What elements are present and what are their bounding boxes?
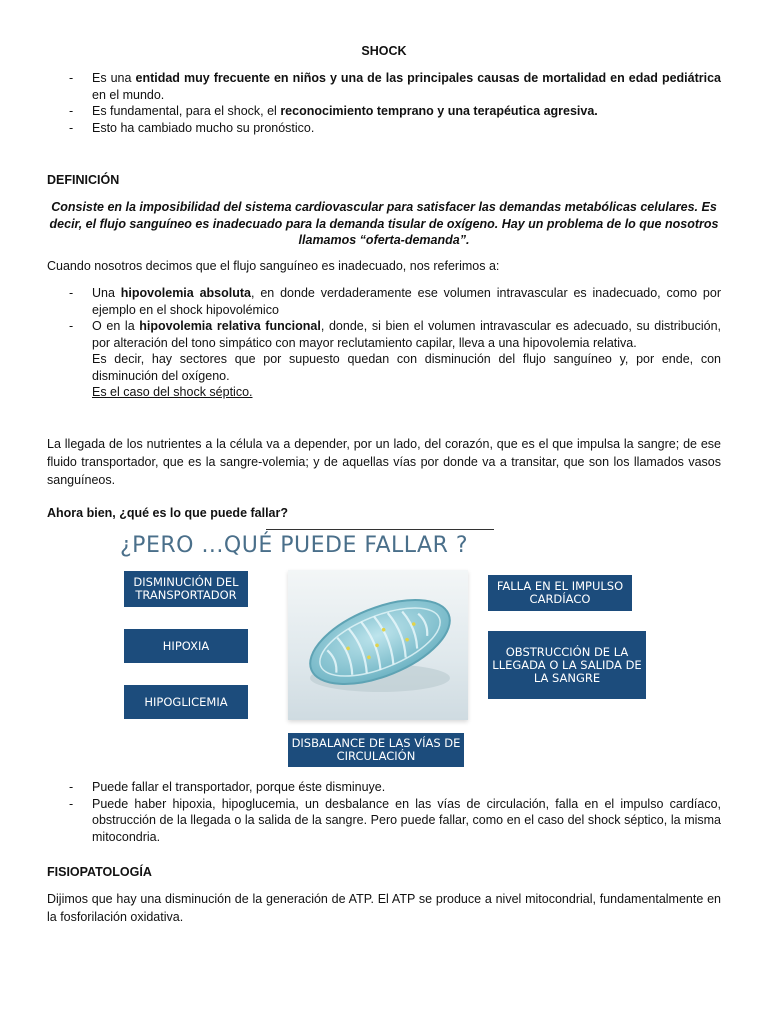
mitochondria-image bbox=[288, 570, 468, 720]
definicion-lead: Cuando nosotros decimos que el flujo sanguíneo es inadecuado, nos referimos a: bbox=[47, 259, 500, 273]
list-item: - Puede fallar el transportador, porque éste disminuye. bbox=[47, 779, 721, 796]
definicion-heading: DEFINICIÓN bbox=[47, 173, 120, 187]
definicion-list bbox=[47, 285, 721, 401]
list-item: - Esto ha cambiado mucho su pronóstico. bbox=[47, 120, 721, 137]
document-title: SHOCK bbox=[361, 44, 407, 58]
slide-title: ¿PERO ...QUÉ PUEDE FALLAR ? bbox=[120, 533, 469, 558]
list-item: - Puede haber hipoxia, hipoglucemia, un desbalance en las vías de circulación, falla en el impulso cardíaco, obstrucción de la llegada o la salida de la sangre. Pero puede fallar, como en el caso del shock séptico, la misma mitocondria. bbox=[47, 796, 721, 846]
list-item: - Es una entidad muy frecuente en niños y una de las principales causas de mortalidad en edad pediátrica en el mundo. bbox=[47, 70, 721, 103]
fisiopatologia-text: Dijimos que hay una disminución de la generación de ATP. El ATP se produce a nivel mitocondrial, fundamentalmente en la fosforilación oxidativa. bbox=[47, 892, 721, 924]
fallas-list bbox=[47, 779, 721, 845]
mitochondria-icon bbox=[288, 570, 468, 720]
slide-divider bbox=[266, 529, 494, 530]
intro-list bbox=[47, 70, 721, 136]
pregunta-heading: Ahora bien, ¿qué es lo que puede fallar? bbox=[47, 506, 289, 520]
definicion-text: Consiste en la imposibilidad del sistema cardiovascular para satisfacer las demandas metabólicas celulares. Es decir, el flujo sanguíneo es inadecuado para la demanda tisular de oxígeno. Hay un problema de lo que nosotros llamamos “oferta-demanda”. bbox=[49, 200, 719, 247]
list-item: - O en la hipovolemia relativa funcional, donde, si bien el volumen intravascular es adecuado, su distribución, por alteración del tono simpático con mayor reclutamiento capilar, lleva a una hipovolemia relativa. Es decir, hay sectores que por supuesto quedan con disminución del flujo sanguíneo y, por ende, con disminución del oxígeno. Es el caso del shock séptico. bbox=[47, 318, 721, 401]
box-transportador: DISMINUCIÓN DEL TRANSPORTADOR bbox=[124, 571, 248, 607]
box-hipoxia: HIPOXIA bbox=[124, 629, 248, 663]
fisiopatologia-heading: FISIOPATOLOGÍA bbox=[47, 865, 152, 879]
nutrientes-paragraph: La llegada de los nutrientes a la célula va a depender, por un lado, del corazón, que es el que impulsa la sangre; de ese fluido transportador, que es la sangre-volemia; y de aquellas vías por donde va a transitar, que son los llamados vasos sanguíneos. bbox=[47, 437, 721, 487]
box-disbalance: DISBALANCE DE LAS VÍAS DE CIRCULACIÓN bbox=[288, 733, 464, 767]
list-item: - Una hipovolemia absoluta, en donde verdaderamente ese volumen intravascular es inadecuado, como por ejemplo en el shock hipovolémico bbox=[47, 285, 721, 318]
slide-figure bbox=[116, 525, 644, 769]
box-impulso-cardiaco: FALLA EN EL IMPULSO CARDÍACO bbox=[488, 575, 632, 611]
list-item: - Es fundamental, para el shock, el reconocimiento temprano y una terapéutica agresiva. bbox=[47, 103, 721, 120]
box-obstruccion: OBSTRUCCIÓN DE LA LLEGADA O LA SALIDA DE LA SANGRE bbox=[488, 631, 646, 699]
box-hipoglicemia: HIPOGLICEMIA bbox=[124, 685, 248, 719]
